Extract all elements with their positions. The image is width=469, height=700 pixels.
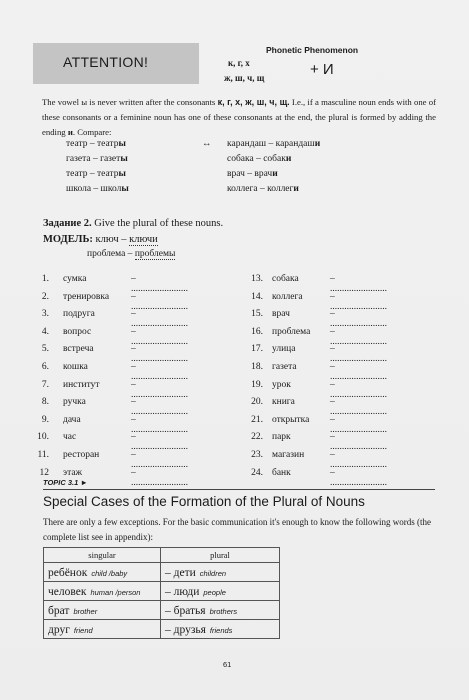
- task-heading: [43, 218, 223, 229]
- answer-blank[interactable]: – ........................: [330, 467, 387, 488]
- exercise-number: 16.: [251, 326, 263, 337]
- page-number: 61: [223, 660, 232, 669]
- rule-paragraph: [42, 95, 436, 139]
- exercise-word: дача: [63, 414, 81, 425]
- table-row: друг friend – друзья friends: [44, 620, 280, 639]
- exercise-number: 10.: [37, 432, 49, 443]
- exercise-word: тренировка: [63, 291, 110, 302]
- rule-letters: к, г, х, ж, ш, ч, щ.: [217, 97, 290, 107]
- answer-blank[interactable]: – ........................: [330, 432, 387, 453]
- topic-label: TOPIC 3.1 ►: [43, 478, 88, 487]
- exercise-number: 23.: [251, 450, 263, 460]
- model-line-2: проблема – проблемы: [87, 249, 176, 259]
- table-header-plural: plural: [161, 548, 280, 563]
- table-row: человек human /person – люди people: [44, 582, 280, 601]
- answer-blank[interactable]: – ........................: [131, 432, 188, 453]
- answer-blank[interactable]: – ........................: [131, 274, 188, 294]
- phonetic-heading: Phonetic Phenomenon: [266, 45, 359, 55]
- exercise-number: 21.: [251, 414, 263, 425]
- exercise-word: банк: [272, 467, 291, 478]
- exercise-number: 8.: [41, 397, 49, 408]
- plural-exceptions-table: [43, 547, 280, 639]
- exercise-number: 3.: [41, 309, 49, 320]
- answer-blank[interactable]: – ........................: [131, 397, 188, 418]
- exercise-number: 15.: [251, 309, 263, 320]
- answer-blank[interactable]: – ........................: [330, 309, 387, 330]
- rule-part-3: . Compare:: [72, 126, 112, 137]
- exercise-word: институт: [63, 379, 100, 390]
- exercise-word: кошка: [63, 362, 88, 372]
- exercise-number: 22.: [251, 432, 263, 443]
- table-row: брат brother – братья brothers: [44, 601, 280, 620]
- exercise-word: газета: [272, 362, 297, 372]
- rule-part-2: I.e., if a masculine noun ends with one of these consonants or a feminine noun has one of these consonants at the end, the plural is formed by adding the ending: [42, 97, 437, 137]
- answer-blank[interactable]: – ........................: [131, 309, 188, 330]
- exercise-word: улица: [272, 344, 296, 355]
- compare-right-item: карандаш – карандаши: [227, 139, 321, 149]
- rule-part-1: The vowel ы is never written after the consonants: [42, 97, 216, 107]
- exercise-word: ресторан: [63, 450, 100, 460]
- answer-blank[interactable]: – ........................: [330, 397, 387, 418]
- compare-right-column: [227, 139, 320, 199]
- consonants-line-1: к, г, х: [228, 58, 250, 68]
- exercise-number: 14.: [251, 291, 263, 302]
- exercise-number: 19.: [251, 379, 263, 390]
- exercise-word: врач: [272, 309, 290, 320]
- exercise-number: 11.: [37, 450, 49, 460]
- attention-box: [33, 43, 199, 84]
- exercise-word: открытка: [272, 414, 310, 425]
- exercise-number: 2.: [41, 291, 49, 302]
- table-row: ребёнок child /baby – дети children: [44, 563, 280, 582]
- compare-left-item: школа – школы: [66, 184, 129, 194]
- exercise-word: урок: [272, 379, 291, 390]
- answer-blank[interactable]: – ........................: [330, 274, 387, 294]
- exercise-number: 4.: [41, 326, 49, 337]
- compare-left-item: театр – театры: [66, 139, 126, 149]
- consonants-line-2: ж, ш, ч, щ: [224, 73, 265, 83]
- exercise-number: 7.: [41, 379, 49, 390]
- answer-blank[interactable]: – ........................: [330, 414, 387, 435]
- answer-blank[interactable]: – ........................: [330, 344, 387, 365]
- model-label: МОДЕЛЬ:: [43, 234, 93, 245]
- model-answer-1: ключи: [129, 234, 158, 245]
- compare-left-item: театр – театры: [66, 169, 126, 179]
- task-instruction: Give the plural of these nouns.: [94, 218, 224, 229]
- section-title: Special Cases of the Formation of the Plural of Nouns: [43, 494, 365, 509]
- exercise-number: 12: [39, 467, 49, 478]
- exercise-word: парк: [272, 432, 291, 443]
- answer-blank[interactable]: – ........................: [330, 379, 387, 400]
- answer-blank[interactable]: – ........................: [131, 344, 188, 365]
- exercise-word: час: [63, 432, 77, 443]
- answer-blank[interactable]: – ........................: [330, 450, 387, 470]
- exercise-number: 1.: [41, 274, 49, 284]
- answer-blank[interactable]: – ........................: [131, 450, 188, 470]
- exercise-number: 6.: [41, 362, 49, 372]
- answer-blank[interactable]: – ........................: [131, 326, 188, 347]
- answer-blank[interactable]: – ........................: [131, 414, 188, 435]
- answer-blank[interactable]: – ........................: [131, 379, 188, 400]
- exercise-number: 5.: [41, 344, 49, 355]
- answer-blank[interactable]: – ........................: [131, 362, 188, 382]
- exercise-number: 20.: [251, 397, 263, 408]
- section-divider: [43, 489, 435, 490]
- answer-blank[interactable]: – ........................: [330, 362, 387, 382]
- answer-blank[interactable]: – ........................: [330, 291, 387, 312]
- exercise-word: коллега: [272, 291, 303, 302]
- exercise-number: 9.: [41, 414, 49, 425]
- exercise-word: ручка: [63, 397, 86, 408]
- exercise-word: встреча: [63, 344, 94, 355]
- exercise-number: 18.: [251, 362, 263, 372]
- model-answer-2: проблемы: [134, 249, 176, 259]
- compare-right-item: врач – врачи: [227, 169, 278, 179]
- exercise-number: 17.: [251, 344, 263, 355]
- rule-ending: и: [67, 126, 73, 137]
- table-header-singular: singular: [44, 548, 161, 563]
- compare-arrow: ↔: [202, 139, 212, 149]
- exercise-word: подруга: [63, 309, 95, 320]
- answer-blank[interactable]: – ........................: [330, 326, 387, 347]
- compare-right-item: коллега – коллеги: [227, 184, 299, 194]
- exercise-word: магазин: [272, 450, 305, 460]
- compare-right-item: собака – собаки: [227, 154, 292, 164]
- exercise-number: 13.: [251, 274, 263, 284]
- answer-blank[interactable]: – ........................: [131, 291, 188, 312]
- model-line-1: МОДЕЛЬ: ключ – ключи: [43, 234, 158, 245]
- exercise-word: сумка: [63, 274, 87, 284]
- exercise-word: этаж: [63, 467, 83, 478]
- exercise-number: 24.: [251, 467, 263, 478]
- exercise-word: собака: [272, 274, 299, 284]
- attention-title: ATTENTION!: [63, 54, 149, 70]
- answer-blank[interactable]: – ........................: [131, 467, 188, 488]
- section-intro: There are only a few exceptions. For the basic communication it's enough to know the following words (the complete list see in appendix):: [43, 517, 432, 542]
- rule-plus-i: + И: [310, 61, 334, 78]
- task-label: Задание 2.: [43, 218, 92, 229]
- exercise-word: вопрос: [63, 326, 92, 337]
- exercise-word: книга: [272, 397, 295, 408]
- exercise-word: проблема: [272, 326, 311, 337]
- compare-left-item: газета – газеты: [66, 154, 128, 164]
- compare-left-column: [66, 139, 129, 199]
